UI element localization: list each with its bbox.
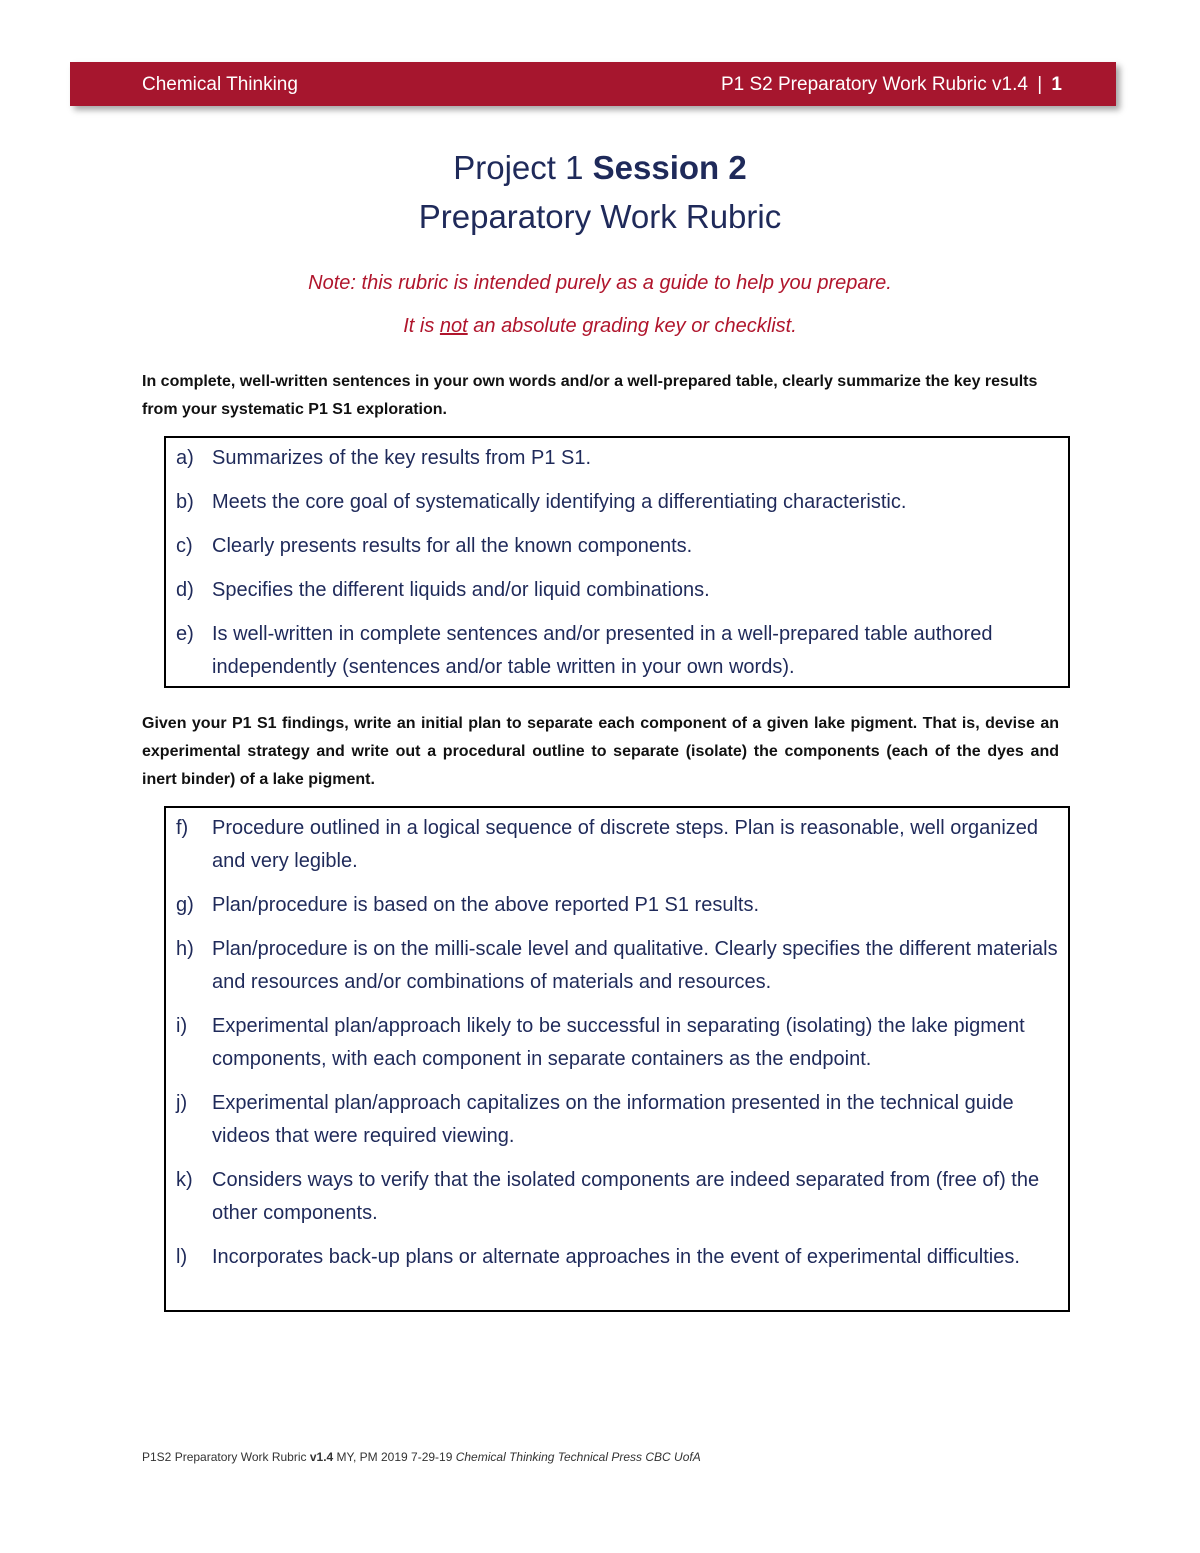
title-line-project xyxy=(0,146,1200,190)
note-line-2-underlined: not xyxy=(439,315,468,337)
rubric-item-letter: d) xyxy=(176,579,194,601)
rubric-item-g xyxy=(176,889,1058,922)
rubric-item-text: Experimental plan/approach capitalizes on the information presented in the technical guide videos that were required viewing. xyxy=(212,1092,1014,1147)
note-line-2-pre: It is xyxy=(403,315,440,337)
header-course-name: Chemical Thinking xyxy=(142,74,298,95)
rubric-item-letter: b) xyxy=(176,491,194,513)
rubric-item-letter: g) xyxy=(176,894,194,916)
rubric-item-f xyxy=(176,812,1058,878)
title-session: Session 2 xyxy=(592,149,747,186)
rubric-item-h xyxy=(176,933,1058,999)
section1-instruction: In complete, well-written sentences in your own words and/or a well-prepared table, clearly summarize the key results from your systematic P1 S1 exploration. xyxy=(142,373,1038,418)
rubric-item-letter: k) xyxy=(176,1169,193,1191)
rubric-item-text: Experimental plan/approach likely to be successful in separating (isolating) the lake pigment components, with each component in separate containers as the endpoint. xyxy=(212,1015,1025,1070)
page-footer xyxy=(142,1450,701,1464)
section1-rubric-box xyxy=(164,436,1070,688)
rubric-item-letter: h) xyxy=(176,938,194,960)
note-line-2-post: an absolute grading key or checklist. xyxy=(467,315,797,337)
rubric-item-text: Procedure outlined in a logical sequence of discrete steps. Plan is reasonable, well organized and very legible. xyxy=(212,817,1039,872)
rubric-item-letter: e) xyxy=(176,623,194,645)
rubric-item-letter: f) xyxy=(176,817,189,839)
footer-authors-date: MY, PM 2019 7-29-19 xyxy=(333,1450,456,1464)
page-title xyxy=(0,146,1200,239)
rubric-item-text: Considers ways to verify that the isolated components are indeed separated from (free of) the other components. xyxy=(212,1169,1040,1224)
section2-rubric-box xyxy=(164,806,1070,1312)
rubric-item-text: Specifies the different liquids and/or liquid combinations. xyxy=(212,579,710,601)
rubric-item-letter: c) xyxy=(176,535,193,557)
title-rubric: Preparatory Work Rubric xyxy=(418,198,782,235)
note-line-1: Note: this rubric is intended purely as a guide to help you prepare. xyxy=(308,272,892,294)
footer-version: v1.4 xyxy=(309,1450,334,1464)
rubric-item-letter: l) xyxy=(176,1246,188,1268)
section2-instruction: Given your P1 S1 findings, write an initial plan to separate each component of a given lake pigment. That is, devise an experimental strategy and write out a procedural outline to separate (isolate) the components (each of the dyes and inert binder) of a lake pigment. xyxy=(142,715,1059,788)
footer-publisher: Chemical Thinking Technical Press CBC UofA xyxy=(455,1450,701,1464)
rubric-item-letter: a) xyxy=(176,447,194,469)
rubric-item-l xyxy=(176,1241,1058,1274)
rubric-item-i xyxy=(176,1010,1058,1076)
rubric-item-text: Summarizes of the key results from P1 S1. xyxy=(212,447,592,469)
rubric-item-b xyxy=(176,486,1058,519)
header-separator: | xyxy=(1037,74,1043,95)
rubric-item-text: Clearly presents results for all the known components. xyxy=(212,535,693,557)
rubric-item-text: Is well-written in complete sentences and/or presented in a well-prepared table authored independently (sentences and/or table written in your own words). xyxy=(212,623,993,678)
rubric-item-k xyxy=(176,1164,1058,1230)
header-page-number: 1 xyxy=(1051,74,1062,95)
title-project: Project 1 xyxy=(453,149,593,186)
footer-doc-name: P1S2 Preparatory Work Rubric xyxy=(142,1450,310,1464)
header-document-title: P1 S2 Preparatory Work Rubric v1.4 xyxy=(720,74,1028,95)
rubric-item-text: Plan/procedure is on the milli-scale level and qualitative. Clearly specifies the different materials and resources and/or combinations of materials and resources. xyxy=(212,938,1058,993)
rubric-item-letter: j) xyxy=(176,1092,188,1114)
rubric-item-text: Incorporates back-up plans or alternate approaches in the event of experimental difficulties. xyxy=(212,1246,1020,1268)
header-document-info xyxy=(721,74,1062,96)
rubric-item-text: Plan/procedure is based on the above reported P1 S1 results. xyxy=(212,894,760,916)
rubric-item-text: Meets the core goal of systematically identifying a differentiating characteristic. xyxy=(212,491,907,513)
rubric-item-a xyxy=(176,442,1058,475)
rubric-item-letter: i) xyxy=(176,1015,188,1037)
rubric-item-j xyxy=(176,1087,1058,1153)
header-bar xyxy=(70,62,1116,106)
rubric-item-d xyxy=(176,574,1058,607)
rubric-item-e xyxy=(176,618,1058,684)
note-line-2 xyxy=(0,315,1200,338)
rubric-item-c xyxy=(176,530,1058,563)
